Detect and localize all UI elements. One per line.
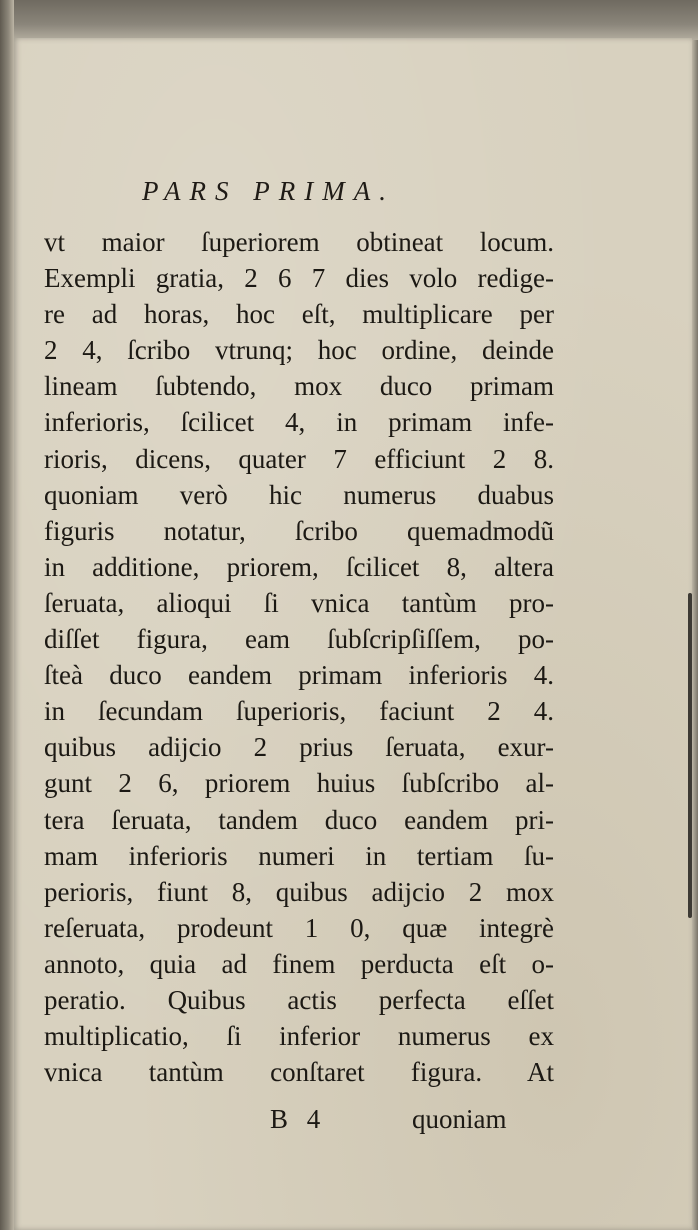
binding-edge — [0, 0, 14, 1230]
text-line: tera ſeruata, tandem duco eandem pri- — [44, 804, 554, 835]
text-line: Exempli gratia, 2 6 7 dies volo redige- — [44, 263, 554, 294]
text-line: lineam ſubtendo, mox duco primam — [44, 371, 554, 402]
text-line: quibus adijcio 2 prius ſeruata, exur- — [44, 732, 554, 763]
text-line: inferioris, ſcilicet 4, in primam infe- — [44, 407, 554, 438]
text-line: multiplicatio, ſi inferior numerus ex — [44, 1021, 554, 1052]
text-line: diſſet figura, eam ſubſcripſiſſem, po- — [44, 624, 554, 655]
text-line: peratio. Quibus actis perfecta eſſet — [44, 984, 554, 1015]
signature-mark: B 4 — [270, 1104, 327, 1134]
text-line: vt maior ſuperiorem obtineat locum. — [44, 227, 554, 257]
text-line: mam inferioris numeri in tertiam ſu- — [44, 840, 554, 871]
text-line: perioris, fiunt 8, quibus adijcio 2 mox — [44, 876, 554, 907]
text-line: rioris, dicens, quater 7 efficiunt 2 8. — [44, 443, 554, 474]
text-line: quoniam verò hic numerus duabus — [44, 479, 554, 510]
text-line: gunt 2 6, priorem huius ſubſcribo al- — [44, 768, 554, 799]
text-line: in additione, priorem, ſcilicet 8, altera — [44, 551, 554, 582]
text-line: ſteà duco eandem primam inferioris 4. — [44, 660, 554, 691]
text-line: ſeruata, alioqui ſi vnica tantùm pro- — [44, 587, 554, 618]
text-line: annoto, quia ad finem perducta eſt o- — [44, 948, 554, 979]
book-page — [14, 38, 692, 1230]
text-line: in ſecundam ſuperioris, faciunt 2 4. — [44, 696, 554, 727]
scan-top-edge — [0, 0, 698, 40]
text-line: 2 4, ſcribo vtrunq; hoc ordine, deinde — [44, 335, 554, 366]
catchword: quoniam — [412, 1104, 507, 1134]
body-text — [44, 224, 554, 1090]
scan-right-edge — [692, 40, 698, 1230]
text-line: reſeruata, prodeunt 1 0, quæ integrè — [44, 912, 554, 943]
text-line: re ad horas, hoc eſt, multiplicare per — [44, 299, 554, 330]
page-edge-shadow — [688, 593, 692, 918]
running-head: PARS PRIMA. — [142, 176, 395, 206]
text-line: vnica tantùm conſtaret figura. At — [44, 1057, 554, 1088]
text-line: figuris notatur, ſcribo quemadmodũ — [44, 515, 554, 546]
